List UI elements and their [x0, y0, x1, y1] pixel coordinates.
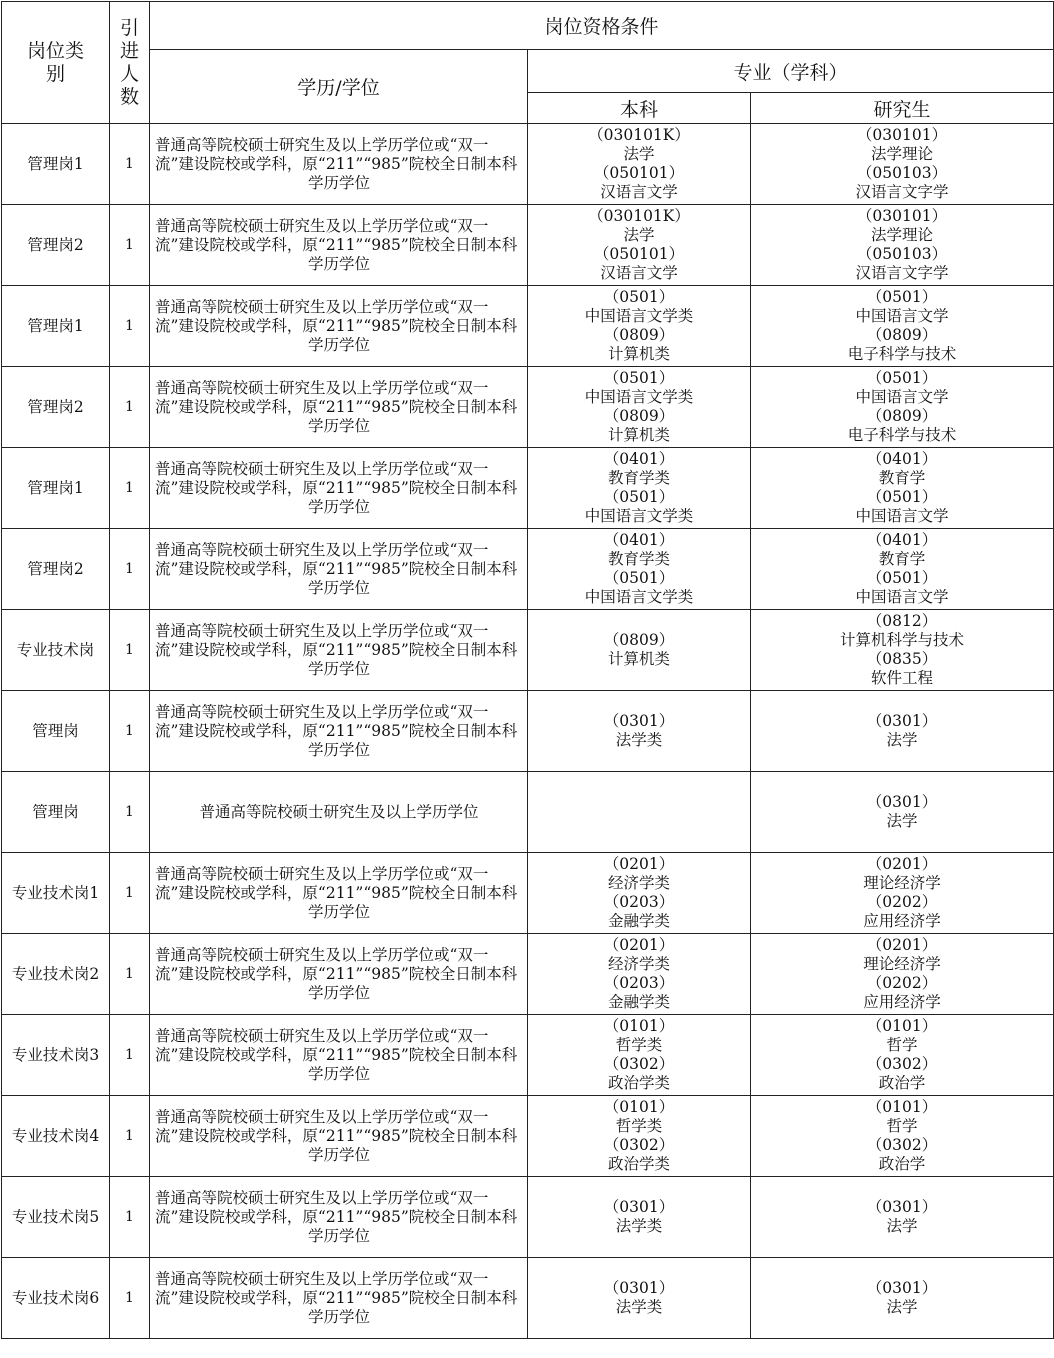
graduate-major-cell [751, 448, 1054, 529]
graduate-major-cell [751, 124, 1054, 205]
major-line: （0809） [603, 631, 675, 649]
major-line: （0501） [603, 288, 675, 306]
major-line: （0302） [603, 1136, 675, 1154]
major-line: （0302） [866, 1055, 938, 1073]
major-line: 哲学类 [615, 1117, 663, 1135]
major-line: 中国语言文学类 [584, 388, 694, 406]
position-category-cell: 管理岗 [2, 772, 110, 853]
major-line: （0203） [603, 893, 675, 911]
major-line: 政治学 [878, 1155, 926, 1173]
major-line: （0301） [866, 793, 938, 811]
major-line: （0401） [866, 450, 938, 468]
table-body [2, 124, 1054, 1339]
graduate-major-cell [751, 691, 1054, 772]
education-requirement-cell: 普通高等院校硕士研究生及以上学历学位或“双一流”建设院校或学科，原“211”“985”院校全日制本科学历学位 [150, 691, 528, 772]
recruit-count-cell: 1 [110, 448, 150, 529]
major-line: 中国语言文学 [855, 588, 949, 606]
recruit-count-cell: 1 [110, 853, 150, 934]
major-line: 法学理论 [871, 145, 934, 163]
major-line: 政治学类 [607, 1074, 670, 1092]
major-line: （0501） [866, 288, 938, 306]
header-recruit-count: 引进人数 [110, 2, 150, 124]
recruit-count-cell: 1 [110, 1177, 150, 1258]
position-category-cell: 管理岗1 [2, 286, 110, 367]
undergraduate-major-cell [528, 286, 751, 367]
position-category-cell: 专业技术岗 [2, 610, 110, 691]
major-line: 法学类 [615, 1298, 663, 1316]
major-line: （0201） [603, 936, 675, 954]
major-line: 理论经济学 [863, 955, 941, 973]
position-category-cell: 专业技术岗6 [2, 1258, 110, 1339]
undergraduate-major-cell [528, 205, 751, 286]
graduate-major-cell [751, 529, 1054, 610]
graduate-major-cell [751, 853, 1054, 934]
major-line: 中国语言文学类 [584, 307, 694, 325]
major-line: 汉语言文字学 [855, 183, 949, 201]
table-row [2, 934, 1054, 1015]
recruitment-table [1, 1, 1054, 1339]
major-line: （0301） [603, 1279, 675, 1297]
major-line: （030101） [856, 126, 948, 144]
undergraduate-major-cell [528, 1096, 751, 1177]
education-requirement-cell: 普通高等院校硕士研究生及以上学历学位或“双一流”建设院校或学科，原“211”“985”院校全日制本科学历学位 [150, 1015, 528, 1096]
major-line: （0302） [603, 1055, 675, 1073]
major-line: 法学 [623, 145, 655, 163]
graduate-major-cell [751, 1015, 1054, 1096]
major-line: （0809） [603, 326, 675, 344]
major-line: 电子科学与技术 [847, 426, 957, 444]
position-category-cell: 专业技术岗4 [2, 1096, 110, 1177]
major-line: 教育学 [878, 550, 926, 568]
major-line: （0501） [866, 369, 938, 387]
major-line: （030101K） [588, 126, 690, 144]
major-line: 经济学类 [607, 955, 670, 973]
major-line: 汉语言文学 [600, 183, 678, 201]
major-line: 中国语言文学 [855, 307, 949, 325]
table-row [2, 286, 1054, 367]
major-line: （0201） [866, 855, 938, 873]
undergraduate-major-cell [528, 1177, 751, 1258]
position-category-cell: 管理岗1 [2, 124, 110, 205]
education-requirement-cell: 普通高等院校硕士研究生及以上学历学位或“双一流”建设院校或学科，原“211”“985”院校全日制本科学历学位 [150, 367, 528, 448]
major-line: （0809） [603, 407, 675, 425]
major-line: （0501） [603, 369, 675, 387]
table-row [2, 1096, 1054, 1177]
major-line: （0401） [603, 531, 675, 549]
recruit-count-cell: 1 [110, 205, 150, 286]
education-requirement-cell: 普通高等院校硕士研究生及以上学历学位或“双一流”建设院校或学科，原“211”“985”院校全日制本科学历学位 [150, 205, 528, 286]
major-line: （0809） [866, 326, 938, 344]
major-line: 中国语言文学 [855, 507, 949, 525]
header-qualification: 岗位资格条件 [150, 2, 1054, 50]
education-requirement-cell: 普通高等院校硕士研究生及以上学历学位或“双一流”建设院校或学科，原“211”“985”院校全日制本科学历学位 [150, 610, 528, 691]
table-row [2, 1177, 1054, 1258]
undergraduate-major-cell [528, 1258, 751, 1339]
major-line: 法学理论 [871, 226, 934, 244]
table-row [2, 1015, 1054, 1096]
major-line: （0301） [866, 712, 938, 730]
recruit-count-cell: 1 [110, 1096, 150, 1177]
major-line: （0809） [866, 407, 938, 425]
major-line: 金融学类 [607, 912, 670, 930]
position-category-cell: 专业技术岗3 [2, 1015, 110, 1096]
major-line: （0401） [603, 450, 675, 468]
table-row [2, 1258, 1054, 1339]
header-graduate: 研究生 [751, 93, 1054, 124]
major-line: （0501） [866, 488, 938, 506]
major-line: （0501） [866, 569, 938, 587]
education-requirement-cell: 普通高等院校硕士研究生及以上学历学位或“双一流”建设院校或学科，原“211”“985”院校全日制本科学历学位 [150, 124, 528, 205]
major-line: 法学类 [615, 1217, 663, 1235]
major-line: （0101） [866, 1098, 938, 1116]
major-line: （0501） [603, 488, 675, 506]
major-line: （050103） [856, 245, 948, 263]
graduate-major-cell [751, 367, 1054, 448]
position-category-cell: 管理岗2 [2, 367, 110, 448]
recruit-count-cell: 1 [110, 772, 150, 853]
recruit-count-cell: 1 [110, 610, 150, 691]
major-line: 法学 [623, 226, 655, 244]
graduate-major-cell [751, 772, 1054, 853]
major-line: 法学类 [615, 731, 663, 749]
major-line: （0202） [866, 893, 938, 911]
header-position-category: 岗位类别 [2, 2, 110, 124]
recruit-count-cell: 1 [110, 286, 150, 367]
major-line: （0835） [866, 650, 938, 668]
major-line: 中国语言文学 [855, 388, 949, 406]
header-education: 学历/学位 [150, 50, 528, 124]
major-line: （0101） [866, 1017, 938, 1035]
education-requirement-cell: 普通高等院校硕士研究生及以上学历学位或“双一流”建设院校或学科，原“211”“985”院校全日制本科学历学位 [150, 1096, 528, 1177]
recruit-count-cell: 1 [110, 529, 150, 610]
table-row [2, 205, 1054, 286]
major-line: 法学 [886, 1217, 918, 1235]
education-requirement-cell: 普通高等院校硕士研究生及以上学历学位或“双一流”建设院校或学科，原“211”“985”院校全日制本科学历学位 [150, 853, 528, 934]
header-major: 专业（学科） [528, 50, 1054, 93]
undergraduate-major-cell [528, 1015, 751, 1096]
recruit-count-cell: 1 [110, 1015, 150, 1096]
undergraduate-major-cell [528, 610, 751, 691]
major-line: （0812） [866, 612, 938, 630]
major-line: 教育学类 [607, 469, 670, 487]
major-line: 应用经济学 [863, 993, 941, 1011]
major-line: （0202） [866, 974, 938, 992]
major-line: （0301） [603, 712, 675, 730]
major-line: 应用经济学 [863, 912, 941, 930]
major-line: 经济学类 [607, 874, 670, 892]
major-line: （0301） [603, 1198, 675, 1216]
undergraduate-major-cell [528, 448, 751, 529]
major-line: （050103） [856, 164, 948, 182]
position-category-cell: 管理岗2 [2, 529, 110, 610]
education-requirement-cell: 普通高等院校硕士研究生及以上学历学位或“双一流”建设院校或学科，原“211”“985”院校全日制本科学历学位 [150, 448, 528, 529]
table-row [2, 772, 1054, 853]
table-row [2, 610, 1054, 691]
undergraduate-major-cell [528, 367, 751, 448]
major-line: 中国语言文学类 [584, 588, 694, 606]
major-line: 计算机科学与技术 [840, 631, 965, 649]
education-requirement-cell: 普通高等院校硕士研究生及以上学历学位 [150, 772, 528, 853]
table-row [2, 367, 1054, 448]
recruit-count-cell: 1 [110, 124, 150, 205]
education-requirement-cell: 普通高等院校硕士研究生及以上学历学位或“双一流”建设院校或学科，原“211”“985”院校全日制本科学历学位 [150, 529, 528, 610]
position-category-cell: 专业技术岗5 [2, 1177, 110, 1258]
major-line: 计算机类 [607, 650, 670, 668]
major-line: 法学 [886, 1298, 918, 1316]
major-line: （0201） [866, 936, 938, 954]
major-line: （050101） [593, 245, 685, 263]
major-line: 法学 [886, 731, 918, 749]
recruit-count-cell: 1 [110, 367, 150, 448]
table-row [2, 529, 1054, 610]
recruit-count-cell: 1 [110, 691, 150, 772]
education-requirement-cell: 普通高等院校硕士研究生及以上学历学位或“双一流”建设院校或学科，原“211”“985”院校全日制本科学历学位 [150, 1258, 528, 1339]
education-requirement-cell: 普通高等院校硕士研究生及以上学历学位或“双一流”建设院校或学科，原“211”“985”院校全日制本科学历学位 [150, 934, 528, 1015]
major-line: （050101） [593, 164, 685, 182]
undergraduate-major-cell [528, 124, 751, 205]
major-line: （0501） [603, 569, 675, 587]
table-row [2, 124, 1054, 205]
major-line: （0401） [866, 531, 938, 549]
graduate-major-cell [751, 205, 1054, 286]
major-line: 汉语言文学 [600, 264, 678, 282]
graduate-major-cell [751, 1177, 1054, 1258]
graduate-major-cell [751, 1258, 1054, 1339]
education-requirement-cell: 普通高等院校硕士研究生及以上学历学位或“双一流”建设院校或学科，原“211”“985”院校全日制本科学历学位 [150, 1177, 528, 1258]
major-line: 计算机类 [607, 345, 670, 363]
major-line: 电子科学与技术 [847, 345, 957, 363]
graduate-major-cell [751, 286, 1054, 367]
major-line: 软件工程 [871, 669, 934, 687]
position-category-cell: 管理岗2 [2, 205, 110, 286]
major-line: （0302） [866, 1136, 938, 1154]
table-row [2, 448, 1054, 529]
major-line: （030101K） [588, 207, 690, 225]
major-line: 政治学 [878, 1074, 926, 1092]
graduate-major-cell [751, 1096, 1054, 1177]
major-line: （0301） [866, 1279, 938, 1297]
header-undergraduate: 本科 [528, 93, 751, 124]
major-line: 哲学 [886, 1036, 918, 1054]
recruit-count-cell: 1 [110, 934, 150, 1015]
graduate-major-cell [751, 610, 1054, 691]
major-line: 哲学 [886, 1117, 918, 1135]
major-line: 政治学类 [607, 1155, 670, 1173]
major-line: （0101） [603, 1098, 675, 1116]
position-category-cell: 管理岗1 [2, 448, 110, 529]
undergraduate-major-cell [528, 853, 751, 934]
major-line: 法学 [886, 812, 918, 830]
table-row [2, 853, 1054, 934]
graduate-major-cell [751, 934, 1054, 1015]
undergraduate-major-cell [528, 529, 751, 610]
major-line: （030101） [856, 207, 948, 225]
position-category-cell: 专业技术岗1 [2, 853, 110, 934]
major-line: 中国语言文学类 [584, 507, 694, 525]
undergraduate-major-cell [528, 772, 751, 853]
recruit-count-cell: 1 [110, 1258, 150, 1339]
major-line: 金融学类 [607, 993, 670, 1011]
major-line: 哲学类 [615, 1036, 663, 1054]
position-category-cell: 管理岗 [2, 691, 110, 772]
major-line: 教育学类 [607, 550, 670, 568]
major-line: 汉语言文字学 [855, 264, 949, 282]
major-line: （0101） [603, 1017, 675, 1035]
major-line: （0301） [866, 1198, 938, 1216]
major-line: 教育学 [878, 469, 926, 487]
major-line: 计算机类 [607, 426, 670, 444]
education-requirement-cell: 普通高等院校硕士研究生及以上学历学位或“双一流”建设院校或学科，原“211”“985”院校全日制本科学历学位 [150, 286, 528, 367]
table-row [2, 691, 1054, 772]
major-line: （0201） [603, 855, 675, 873]
undergraduate-major-cell [528, 691, 751, 772]
undergraduate-major-cell [528, 934, 751, 1015]
major-line: 理论经济学 [863, 874, 941, 892]
position-category-cell: 专业技术岗2 [2, 934, 110, 1015]
major-line: （0203） [603, 974, 675, 992]
